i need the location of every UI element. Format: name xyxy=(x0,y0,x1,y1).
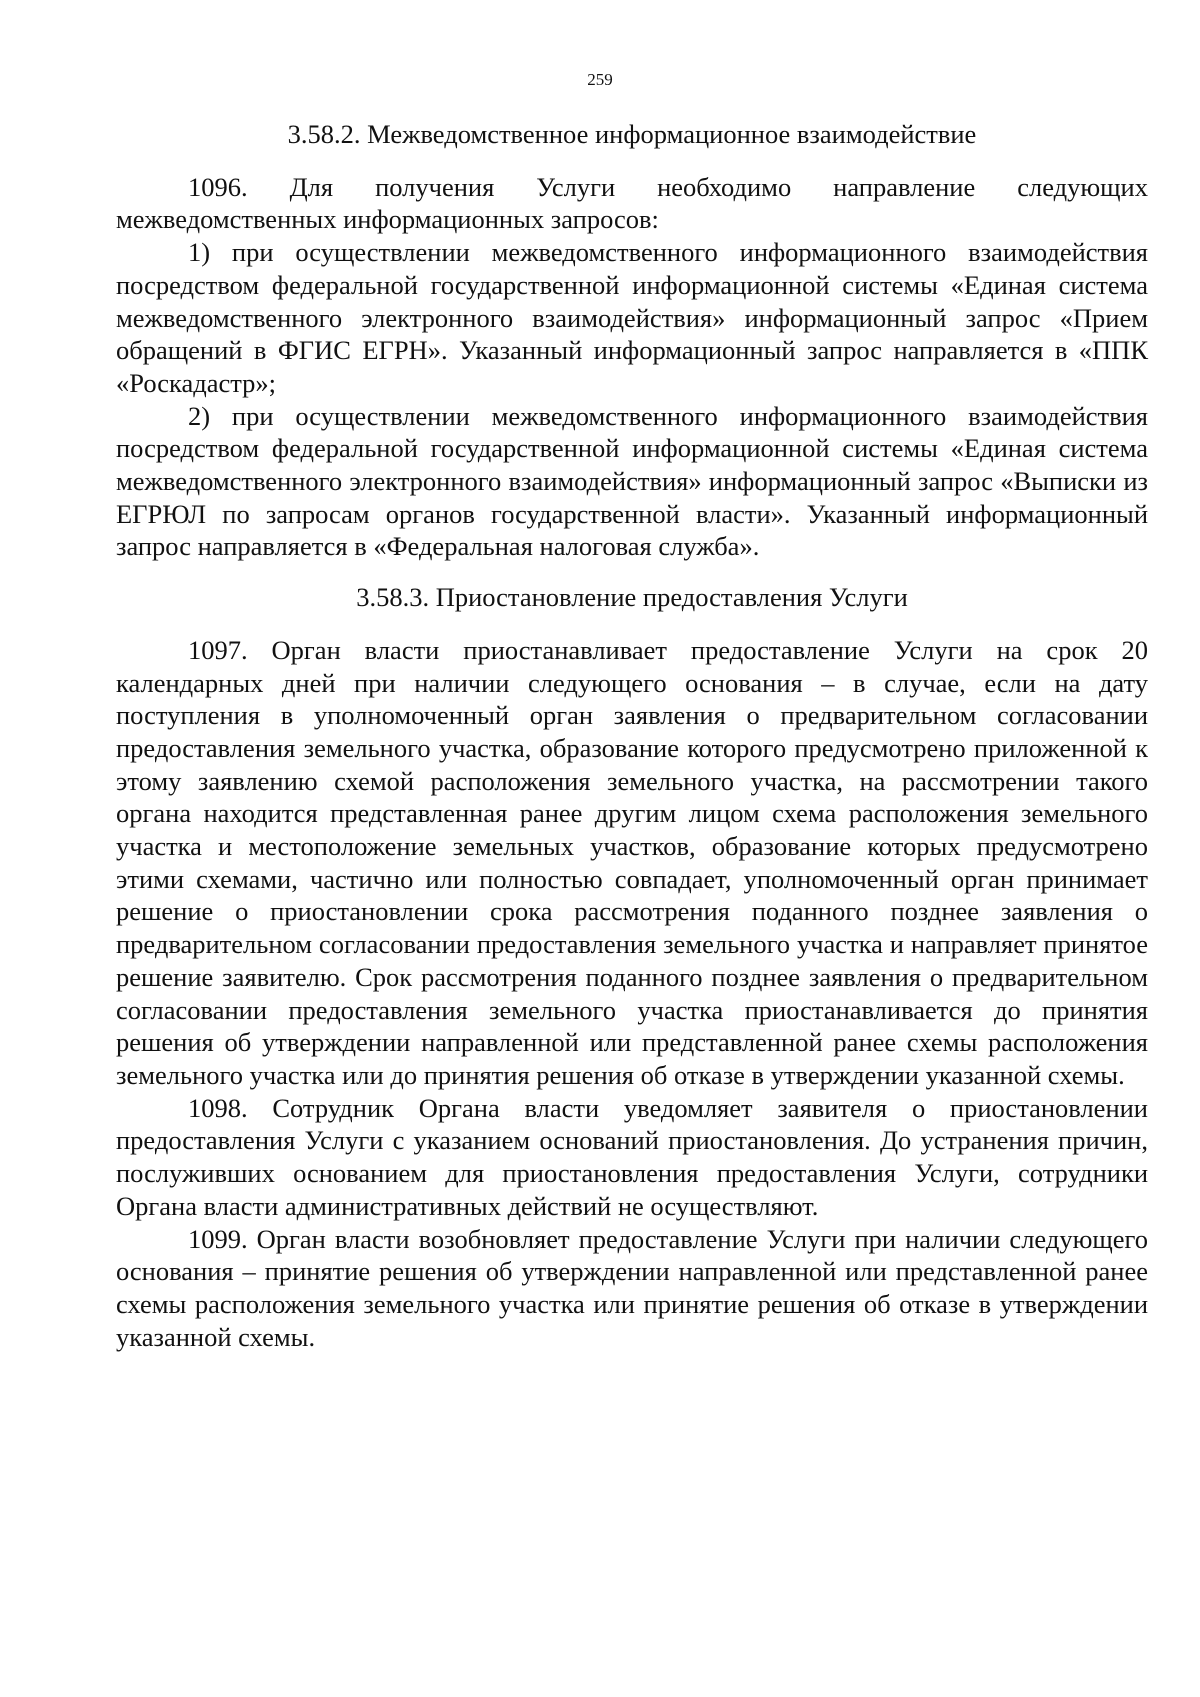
section-heading-3-58-2: 3.58.2. Межведомственное информационное взаимодействие xyxy=(287,119,977,149)
paragraph-1096: 1096. Для получения Услуги необходимо направление следующих межведомственных информационных запросов: xyxy=(116,171,1148,235)
paragraph-1097: 1097. Орган власти приостанавливает предоставление Услуги на срок 20 календарных дней при наличии следующего основания – в случае, если на дату поступления в уполномоченный орган заявления о предварительном согласовании предоставления земельного участка, образование которого предусмотрено приложенной к этому заявлению схемой расположения земельного участка, на рассмотрении такого органа находится представленная ранее другим лицом схема расположения земельного участка и местоположение земельных участков, образование которых предусмотрено этими схемами, частично или полностью совпадает, уполномоченный орган принимает решение о приостановлении срока рассмотрения поданного позднее заявления о предварительном согласовании предоставления земельного участка и направляет принятое решение заявителю. Срок рассмотрения поданного позднее заявления о предварительном согласовании предоставления земельного участка приостанавливается до принятия решения об утверждении направленной или представленной ранее схемы расположения земельного участка или до принятия решения об отказе в утверждении указанной схемы. xyxy=(116,634,1148,1090)
page-number: 259 xyxy=(587,70,613,89)
paragraph-1098: 1098. Сотрудник Органа власти уведомляет заявителя о приостановлении предоставления Услуги с указанием оснований приостановления. До устранения причин, послуживших основанием для приостановления предоставления Услуги, сотрудники Органа власти административных действий не осуществляют. xyxy=(116,1092,1148,1221)
list-item-1: 1) при осуществлении межведомственного информационного взаимодействия посредством федеральной государственной информационной системы «Единая система межведомственного электронного взаимодействия» информационный запрос «Прием обращений в ФГИС ЕГРН». Указанный информационный запрос направляется в «ППК «Роскадастр»; xyxy=(116,237,1148,398)
list-item-2: 2) при осуществлении межведомственного информационного взаимодействия посредством федеральной государственной информационной системы «Единая система межведомственного электронного взаимодействия» информационный запрос «Выписки из ЕГРЮЛ по запросам органов государственной власти». Указанный информационный запрос направляется в «Федеральная налоговая служба». xyxy=(116,400,1148,562)
document-body xyxy=(116,118,1148,1353)
section-heading-3-58-3: 3.58.3. Приостановление предоставления Услуги xyxy=(356,582,908,613)
paragraph-1099: 1099. Орган власти возобновляет предоставление Услуги при наличии следующего основания – принятие решения об утверждении направленной или представленной ранее схемы расположения земельного участка или принятие решения об отказе в утверждении указанной схемы. xyxy=(116,1223,1148,1352)
